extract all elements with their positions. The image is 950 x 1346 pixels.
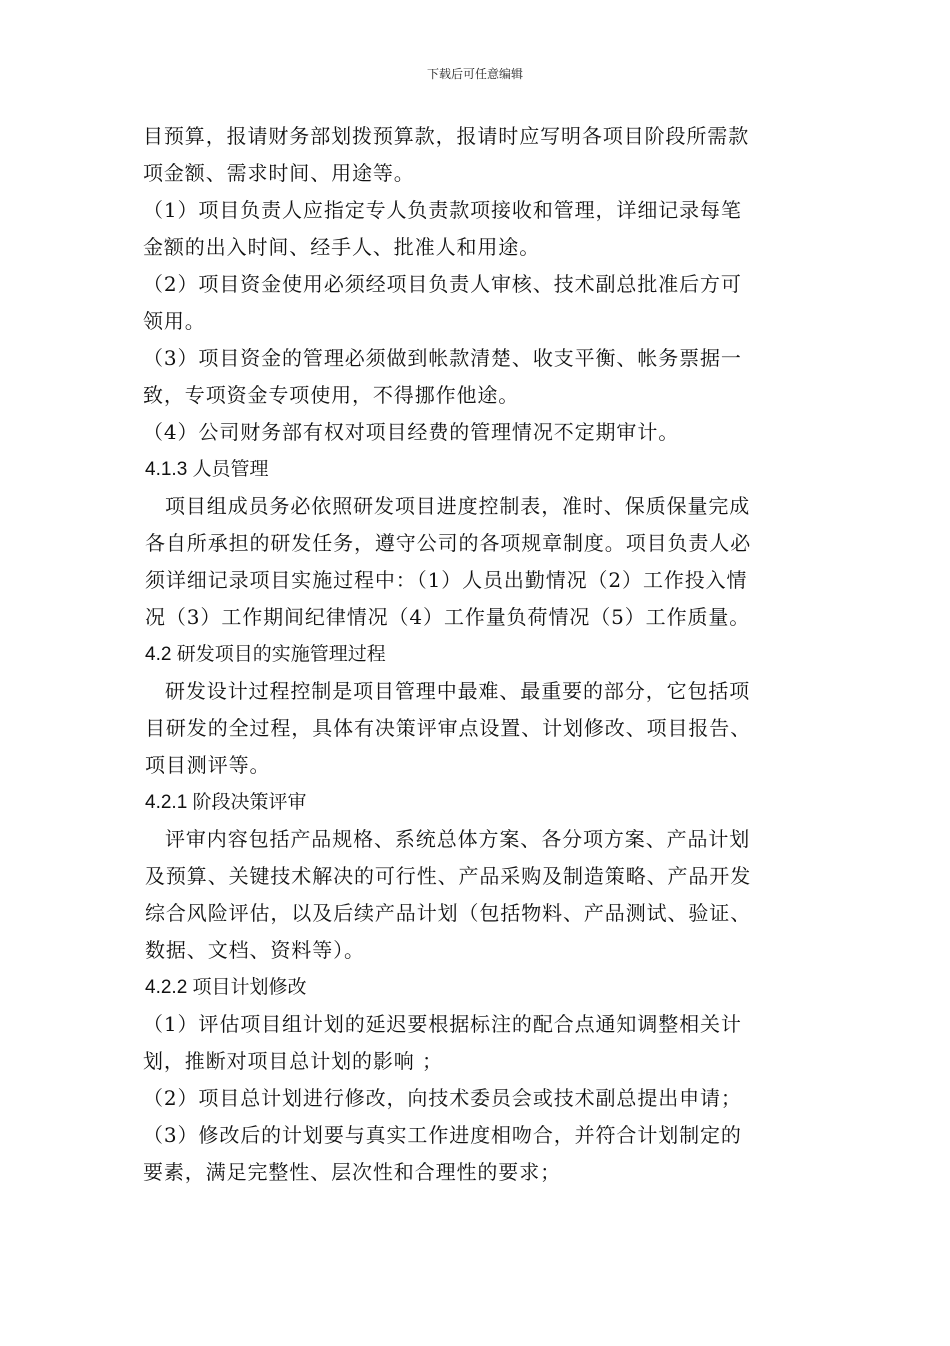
text-line: （1）项目负责人应指定专人负责款项接收和管理，详细记录每笔 (143, 198, 742, 222)
text-line: （4）公司财务部有权对项目经费的管理情况不定期审计。 (143, 420, 680, 444)
section-heading-4-2-2: 4.2.2 项目计划修改 (145, 977, 307, 998)
plan-list-item-3 (143, 1117, 809, 1191)
text-line: （3）项目资金的管理必须做到帐款清楚、收支平衡、帐务票据一 (143, 346, 742, 370)
text-line: 致，专项资金专项使用，不得挪作他途。 (143, 383, 520, 407)
text-line: 数据、文档、资料等）。 (145, 938, 365, 962)
paragraph-personnel (145, 488, 809, 636)
list-item-2 (143, 266, 809, 340)
text-line: 各自所承担的研发任务，遵守公司的各项规章制度。项目负责人必 (145, 531, 752, 555)
text-line: 目预算，报请财务部划拨预算款，报请时应写明各项目阶段所需款 (143, 124, 750, 148)
text-line: 项目组成员务必依照研发项目进度控制表，准时、保质保量完成 (165, 494, 751, 518)
paragraph-process-control (145, 673, 809, 784)
text-line: 领用。 (143, 309, 206, 333)
list-item-3 (143, 340, 809, 414)
paragraph-budget (143, 118, 809, 192)
text-line: 况（3）工作期间纪律情况（4）工作量负荷情况（5）工作质量。 (145, 605, 751, 629)
text-line: （2）项目总计划进行修改，向技术委员会或技术副总提出申请； (143, 1086, 742, 1110)
text-line: （1）评估项目组计划的延迟要根据标注的配合点通知调整相关计 (143, 1012, 742, 1036)
text-line: 评审内容包括产品规格、系统总体方案、各分项方案、产品计划 (165, 827, 751, 851)
plan-list-item-1 (143, 1006, 809, 1080)
text-line: 及预算、关键技术解决的可行性、产品采购及制造策略、产品开发 (145, 864, 752, 888)
paragraph-review-content (145, 821, 809, 969)
list-item-4 (143, 414, 809, 451)
section-heading-4-2-1: 4.2.1 阶段决策评审 (145, 792, 307, 813)
plan-list-item-2 (143, 1080, 809, 1117)
text-line: 研发设计过程控制是项目管理中最难、最重要的部分，它包括项 (165, 679, 751, 703)
text-line: 金额的出入时间、经手人、批准人和用途。 (143, 235, 541, 259)
text-line: 项目测评等。 (145, 753, 271, 777)
text-line: 综合风险评估，以及后续产品计划（包括物料、产品测试、验证、 (145, 901, 752, 925)
text-line: 划，推断对项目总计划的影响 ； (143, 1049, 443, 1073)
document-body (145, 118, 809, 1191)
page-header: 下载后可任意编辑 (426, 67, 523, 81)
text-line: 项金额、需求时间、用途等。 (143, 161, 415, 185)
text-line: 要素，满足完整性、层次性和合理性的要求； (143, 1160, 561, 1184)
text-line: 须详细记录项目实施过程中：（1）人员出勤情况（2）工作投入情 (145, 568, 748, 592)
text-line: （3）修改后的计划要与真实工作进度相吻合，并符合计划制定的 (143, 1123, 742, 1147)
section-heading-4-1-3: 4.1.3 人员管理 (145, 459, 269, 480)
text-line: 目研发的全过程，具体有决策评审点设置、计划修改、项目报告、 (145, 716, 752, 740)
list-item-1 (143, 192, 809, 266)
section-heading-4-2: 4.2 研发项目的实施管理过程 (145, 644, 386, 665)
text-line: （2）项目资金使用必须经项目负责人审核、技术副总批准后方可 (143, 272, 742, 296)
